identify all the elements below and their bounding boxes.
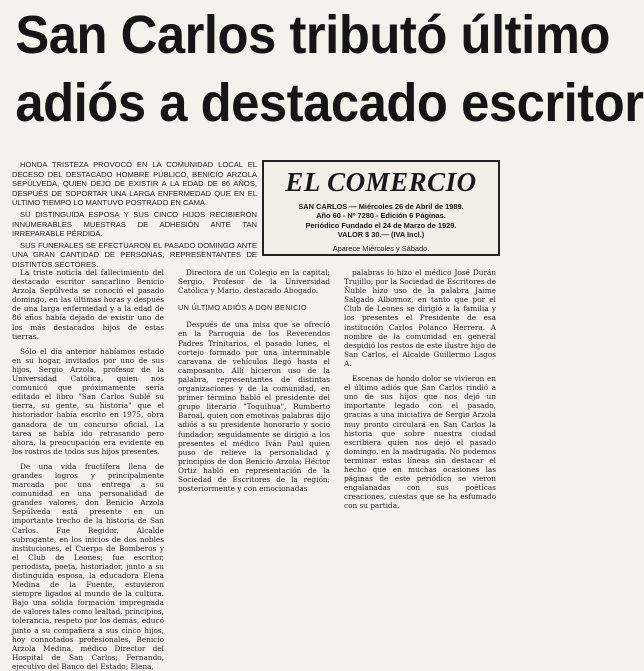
- article-paragraph: Escenas de hondo dolor se vivieron en el último adiós que San Carlos rindió a uno de sus hijos que nos dejó un importante legado con el pasado, gracias a una iniciativa de Sergio Arzola muy pronto circulará en San Carlos la historia que sobre nuestra ciudad escribiera quien nos dejó el pasado domingo, en la madrugada. No podemos terminar estas líneas sin destacar el hecho que en muchas ocasiones las páginas de este periódico se vieron engalanadas con sus poéticas creaciones, cuestas que se ha esfumado con su partida.: [344, 374, 496, 511]
- newspaper-masthead: [262, 160, 500, 256]
- article-paragraph: De una vida fructífera llena de grandes logros y principalmente marcada por una entrega a su comunidad en una personalidad de grandes valores, don Benicio Arzola Sepúlveda está presente en un importante trecho de la historia de San Carlos. Fue Regidor, Alcalde subrogante, en los inicios de dos nobles instituciones, el Cuerpo de Bomberos y el Club de Leones; fue escritor, periodista, poeta, historiador, junto a su distinguida esposa, la educadora Elena Medina de la Fuente, estuvieron siempre ligados al mundo de la cultura. Bajo una sólida formación impregnada de valores tales como lealtad, principios, tolerancia, respeto por los demás, educó junto a su compañera a sus cinco hijos, hoy connotados profesionales, Benicio Arzola Medina, médico Director del Hospital de San Carlos; Fernando, ejecutivo del Banco del Estado; Elena,: [12, 461, 164, 671]
- article-column-3: [344, 268, 496, 598]
- headline-line-1: San Carlos tributó último: [15, 5, 610, 65]
- article-paragraph: palabras lo hizo el médico José Durán Trujillo; por la Sociedad de Escritores de Ñuble hizo uso de la palabra Jaime Salgado Albornoz, en tanto que por el Club de Leones se dirigió a la familia y los presentes el Presidente de esa institución Carlos Polanco Herrera. A nombre de la comunidad en general despidió los restos de este ilustre hijo de San Carlos, el Alcalde Guillermo Lagos A.: [344, 268, 496, 368]
- headline-line-2: adiós a destacado escritor: [15, 73, 644, 133]
- masthead-price-line: VALOR $ 30.— (IVA Incl.): [337, 230, 425, 240]
- article-column-1: [12, 268, 164, 671]
- intro-paragraph: SUS FUNERALES SE EFECTUARON EL PASADO DOMINGO ANTE UNA GRAN CANTIDAD DE PERSONAS, REPRESENTANTES DE DISTINTOS SECTORES.: [12, 240, 257, 269]
- intro-paragraph: SU DISTINGUIDA ESPOSA Y SUS CINCO HIJOS RECIBIERON INNUMERABLES MUESTRAS DE ADHESIÓN ANTE TAN IRREPARABLE PÉRDIDA.: [12, 209, 257, 239]
- article-paragraph: Sólo el día anterior habíamos estado en su hogar, invitados por uno de sus hijos, Sergio Arzola, profesor de la Universidad Católica, quien nos comunicó que próximamente sería editado el libro "San Carlos Sublé su tierra, su gente, su historia" que el historiador había escrito en 1975, obra ganadora de un concurso oficial. La tarea se había ido retrasando pero ahora, la preocupación era evidente en los rostros de todos sus hijos presentes.: [12, 346, 164, 456]
- masthead-founded-line: Periódico Fundado el 24 de Marzo de 1929.: [305, 220, 457, 230]
- article-subheading: UN ÚLTIMO ADIÓS A DON BENICIO: [178, 303, 307, 313]
- article-paragraph: Después de una misa que se ofreció en la Parroquia de los Reverendos Padres Trinitarios, el pasado lunes, el cortejo formado por una interminable caravana de vehículos llegó hasta el camposanto. Allí hicieron uso de la palabra, representantes de distintas organizaciones y de la comunidad, en primer término habló el presidente del grupo literario "Toquihua", Rumberto Baroal, quien con emotivas palabras dijo adiós a su presidente honorario y socio fundador; seguidamente se dirigió a los presentes el médico Iván Paul quien puso de relieve la personalidad y principios de don Benicio Arzola; Héctor Ortiz habló en representación de la Sociedad de Escritores de la región; posteriormente y con emocionadas: [178, 320, 330, 494]
- article-paragraph: Directora de un Colegio en la capital; Sergio, Profesor de la Universidad Católica y Mario, destacado Abogado.: [178, 268, 330, 296]
- masthead-date-line: SAN CARLOS — Miércoles 26 de Abril de 1989.: [298, 202, 464, 211]
- masthead-edition-line: Año 60 - Nº 7280 - Edición 6 Páginas.: [316, 211, 446, 221]
- intro-paragraph: HONDA TRISTEZA PROVOCÓ EN LA COMUNIDAD LOCAL EL DECESO DEL DESTACADO HOMBRE PÚBLICO, BENICIO ARZOLA SEPÚLVEDA, QUIEN DEJÓ DE EXISTIR A LA EDAD DE 86 AÑOS, DESPUÉS DE SOPORTAR UNA LARGA ENFERMEDAD QUE EN EL ÚLTIMO TIEMPO LO MANTUVO POSTRADO EN CAMA.: [12, 160, 257, 208]
- article-column-2: [178, 268, 330, 598]
- newspaper-logo: EL COMERCIO: [285, 167, 477, 197]
- intro-summary: [12, 160, 257, 272]
- masthead-schedule-line: Aparece Miércoles y Sábado.: [332, 243, 430, 253]
- article-paragraph: La triste noticia del fallecimiento del destacado escritor sancarlino Benicio Arzola Sepúlveda se conoció el pasado domingo, en las últimas horas y después de una larga enfermedad y a la edad de 86 años había dejado de existir uno de los más destacados hijos de estas tierras.: [12, 268, 164, 341]
